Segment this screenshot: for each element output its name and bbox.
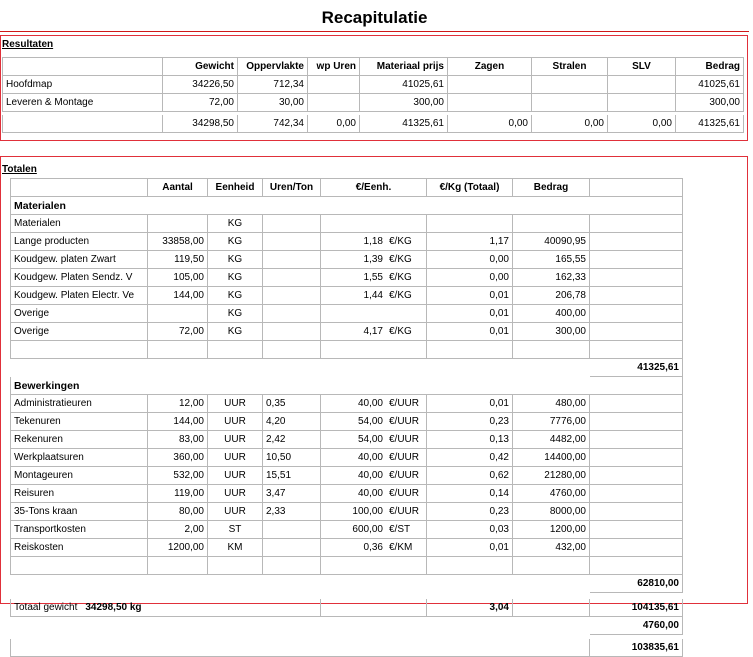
item-prijs-value: 100,00 bbox=[352, 505, 383, 517]
item-perkg: 0,00 bbox=[427, 251, 513, 269]
spacer-cell bbox=[513, 575, 590, 593]
totaal-bedrag: 104135,61 bbox=[590, 599, 683, 617]
item-extra bbox=[590, 485, 683, 503]
item-aantal: 105,00 bbox=[148, 269, 208, 287]
table-cell: 72,00 bbox=[163, 94, 238, 112]
item-name: Lange producten bbox=[11, 233, 148, 251]
table-cell: 41025,61 bbox=[360, 76, 448, 94]
item-eenheid: KG bbox=[208, 269, 263, 287]
item-prijs-value: 600,00 bbox=[352, 523, 383, 535]
section-title-row bbox=[11, 377, 683, 395]
spacer-cell bbox=[513, 617, 590, 635]
spacer-cell bbox=[208, 557, 263, 575]
spacer-cell bbox=[208, 359, 263, 377]
section-title: Bewerkingen bbox=[11, 377, 683, 395]
item-uren: 4,20 bbox=[263, 413, 321, 431]
spacer-cell bbox=[11, 557, 148, 575]
item-perkg: 0,23 bbox=[427, 503, 513, 521]
item-prijs-unit: €/UUR bbox=[389, 469, 420, 481]
item-uren: 2,33 bbox=[263, 503, 321, 521]
item-bedrag: 400,00 bbox=[513, 305, 590, 323]
spacer-cell bbox=[321, 599, 427, 617]
column-header bbox=[3, 58, 163, 76]
totaal-gewicht-value: 34298,50 kg bbox=[85, 601, 142, 613]
total-cell: 41325,61 bbox=[360, 115, 448, 133]
item-bedrag: 165,55 bbox=[513, 251, 590, 269]
item-eenheid: KM bbox=[208, 539, 263, 557]
spacer-cell bbox=[321, 575, 427, 593]
item-prijs-value: 40,00 bbox=[357, 487, 383, 499]
table-cell: 712,34 bbox=[238, 76, 308, 94]
spacer-cell bbox=[263, 557, 321, 575]
item-extra bbox=[590, 395, 683, 413]
item-extra bbox=[590, 467, 683, 485]
totalen-label: Totalen bbox=[2, 164, 37, 175]
item-name: Administratieuren bbox=[11, 395, 148, 413]
item-perkg: 0,01 bbox=[427, 287, 513, 305]
item-extra bbox=[590, 233, 683, 251]
item-aantal: 72,00 bbox=[148, 323, 208, 341]
column-header: €/Kg (Totaal) bbox=[427, 179, 513, 197]
column-header: Bedrag bbox=[513, 179, 590, 197]
item-extra bbox=[590, 251, 683, 269]
item-prijs bbox=[321, 539, 427, 557]
item-name: Koudgew. Platen Sendz. V bbox=[11, 269, 148, 287]
item-prijs bbox=[321, 287, 427, 305]
spacer-cell bbox=[148, 359, 208, 377]
item-perkg: 0,01 bbox=[427, 305, 513, 323]
item-prijs-value: 40,00 bbox=[357, 397, 383, 409]
item-aantal: 2,00 bbox=[148, 521, 208, 539]
list-item bbox=[11, 485, 683, 503]
item-aantal: 12,00 bbox=[148, 395, 208, 413]
resultaten-table bbox=[2, 57, 744, 133]
spacer-cell bbox=[427, 575, 513, 593]
spacer-cell bbox=[321, 557, 427, 575]
totalen-table bbox=[10, 178, 683, 657]
item-prijs bbox=[321, 215, 427, 233]
list-item bbox=[11, 503, 683, 521]
item-prijs-unit: €/KG bbox=[389, 235, 412, 247]
item-perkg: 0,01 bbox=[427, 395, 513, 413]
item-aantal: 360,00 bbox=[148, 449, 208, 467]
item-eenheid: UUR bbox=[208, 467, 263, 485]
total-cell: 41325,61 bbox=[676, 115, 744, 133]
item-perkg bbox=[427, 215, 513, 233]
item-bedrag: 162,33 bbox=[513, 269, 590, 287]
item-extra bbox=[590, 323, 683, 341]
item-name: Materialen bbox=[11, 215, 148, 233]
item-eenheid: ST bbox=[208, 521, 263, 539]
spacer-row bbox=[11, 557, 683, 575]
item-perkg: 0,13 bbox=[427, 431, 513, 449]
table-cell bbox=[308, 76, 360, 94]
page-title: Recapitulatie bbox=[321, 8, 428, 27]
table-cell: 300,00 bbox=[360, 94, 448, 112]
spacer-cell bbox=[208, 341, 263, 359]
item-bedrag: 432,00 bbox=[513, 539, 590, 557]
item-uren bbox=[263, 539, 321, 557]
item-aantal: 80,00 bbox=[148, 503, 208, 521]
item-prijs-unit: €/UUR bbox=[389, 415, 420, 427]
total-cell: 0,00 bbox=[532, 115, 608, 133]
resultaten-row bbox=[3, 76, 744, 94]
item-uren bbox=[263, 215, 321, 233]
item-extra bbox=[590, 539, 683, 557]
column-header: €/Eenh. bbox=[321, 179, 427, 197]
title-divider bbox=[0, 31, 749, 32]
item-prijs-unit: €/KM bbox=[389, 541, 413, 553]
spacer-cell bbox=[590, 341, 683, 359]
item-bedrag: 4760,00 bbox=[513, 485, 590, 503]
item-prijs bbox=[321, 467, 427, 485]
item-aantal: 532,00 bbox=[148, 467, 208, 485]
table-cell bbox=[448, 76, 532, 94]
item-prijs-value: 54,00 bbox=[357, 415, 383, 427]
item-prijs-value: 0,36 bbox=[363, 541, 383, 553]
item-perkg: 0,00 bbox=[427, 269, 513, 287]
item-bedrag: 1200,00 bbox=[513, 521, 590, 539]
resultaten-label: Resultaten bbox=[2, 39, 54, 50]
item-perkg: 0,62 bbox=[427, 467, 513, 485]
spacer-cell bbox=[590, 557, 683, 575]
item-uren: 2,42 bbox=[263, 431, 321, 449]
spacer-cell bbox=[148, 557, 208, 575]
column-header: Uren/Ton bbox=[263, 179, 321, 197]
item-eenheid: UUR bbox=[208, 431, 263, 449]
spacer-row bbox=[11, 341, 683, 359]
item-prijs-value: 4,17 bbox=[363, 325, 383, 337]
section-title-row bbox=[11, 197, 683, 215]
column-header: Eenheid bbox=[208, 179, 263, 197]
item-extra bbox=[590, 449, 683, 467]
item-prijs-value: 1,44 bbox=[363, 289, 383, 301]
table-cell bbox=[608, 76, 676, 94]
item-aantal: 83,00 bbox=[148, 431, 208, 449]
column-header: Oppervlakte bbox=[238, 58, 308, 76]
section-total: 62810,00 bbox=[590, 575, 683, 593]
item-perkg: 0,01 bbox=[427, 323, 513, 341]
item-extra bbox=[590, 413, 683, 431]
totaal-perkg: 3,04 bbox=[427, 599, 513, 617]
grand-total-spacer bbox=[11, 639, 590, 657]
item-prijs-value: 1,39 bbox=[363, 253, 383, 265]
spacer-cell bbox=[11, 341, 148, 359]
total-cell: 34298,50 bbox=[163, 115, 238, 133]
spacer-cell bbox=[513, 557, 590, 575]
item-aantal: 144,00 bbox=[148, 287, 208, 305]
item-eenheid: UUR bbox=[208, 413, 263, 431]
column-header bbox=[590, 179, 683, 197]
item-prijs-value: 40,00 bbox=[357, 451, 383, 463]
item-eenheid: UUR bbox=[208, 503, 263, 521]
list-item bbox=[11, 521, 683, 539]
item-uren: 0,35 bbox=[263, 395, 321, 413]
list-item bbox=[11, 395, 683, 413]
item-name: Reisuren bbox=[11, 485, 148, 503]
item-extra bbox=[590, 215, 683, 233]
table-cell: 300,00 bbox=[676, 94, 744, 112]
column-header: Aantal bbox=[148, 179, 208, 197]
item-uren bbox=[263, 323, 321, 341]
item-extra bbox=[590, 305, 683, 323]
spacer-cell bbox=[263, 575, 321, 593]
list-item bbox=[11, 431, 683, 449]
item-aantal bbox=[148, 215, 208, 233]
spacer-cell bbox=[263, 359, 321, 377]
item-name: Overige bbox=[11, 305, 148, 323]
resultaten-row bbox=[3, 94, 744, 112]
column-header: Stralen bbox=[532, 58, 608, 76]
section-total-row bbox=[11, 575, 683, 593]
extra-row bbox=[11, 617, 683, 635]
spacer-cell bbox=[321, 617, 427, 635]
table-cell: 30,00 bbox=[238, 94, 308, 112]
table-cell bbox=[448, 94, 532, 112]
total-cell: 0,00 bbox=[308, 115, 360, 133]
spacer-cell bbox=[321, 359, 427, 377]
item-eenheid: UUR bbox=[208, 485, 263, 503]
item-uren bbox=[263, 305, 321, 323]
list-item bbox=[11, 449, 683, 467]
item-uren: 15,51 bbox=[263, 467, 321, 485]
spacer-cell bbox=[208, 617, 263, 635]
item-prijs-unit: €/UUR bbox=[389, 505, 420, 517]
section-title: Materialen bbox=[11, 197, 683, 215]
column-header: Materiaal prijs bbox=[360, 58, 448, 76]
list-item bbox=[11, 287, 683, 305]
spacer-cell bbox=[513, 341, 590, 359]
item-prijs-unit: €/KG bbox=[389, 271, 412, 283]
item-perkg: 0,14 bbox=[427, 485, 513, 503]
list-item bbox=[11, 539, 683, 557]
item-prijs-unit: €/UUR bbox=[389, 487, 420, 499]
item-prijs-value: 54,00 bbox=[357, 433, 383, 445]
item-prijs bbox=[321, 395, 427, 413]
list-item bbox=[11, 323, 683, 341]
list-item bbox=[11, 269, 683, 287]
column-header: Zagen bbox=[448, 58, 532, 76]
item-bedrag: 4482,00 bbox=[513, 431, 590, 449]
item-prijs-unit: €/UUR bbox=[389, 451, 420, 463]
section-total: 41325,61 bbox=[590, 359, 683, 377]
list-item bbox=[11, 251, 683, 269]
item-bedrag: 480,00 bbox=[513, 395, 590, 413]
column-header: Gewicht bbox=[163, 58, 238, 76]
item-aantal bbox=[148, 305, 208, 323]
item-prijs bbox=[321, 431, 427, 449]
item-bedrag: 206,78 bbox=[513, 287, 590, 305]
item-prijs-unit: €/KG bbox=[389, 325, 412, 337]
item-aantal: 119,00 bbox=[148, 485, 208, 503]
item-aantal: 1200,00 bbox=[148, 539, 208, 557]
item-eenheid: KG bbox=[208, 215, 263, 233]
resultaten-header-row bbox=[3, 58, 744, 76]
totalen-header-row bbox=[11, 179, 683, 197]
item-uren bbox=[263, 233, 321, 251]
item-bedrag: 7776,00 bbox=[513, 413, 590, 431]
item-prijs bbox=[321, 503, 427, 521]
item-bedrag: 21280,00 bbox=[513, 467, 590, 485]
totaal-gewicht-label: Totaal gewicht bbox=[14, 601, 78, 613]
item-prijs bbox=[321, 449, 427, 467]
list-item bbox=[11, 305, 683, 323]
item-name: Rekenuren bbox=[11, 431, 148, 449]
table-cell: 34226,50 bbox=[163, 76, 238, 94]
item-eenheid: UUR bbox=[208, 395, 263, 413]
spacer-cell bbox=[208, 575, 263, 593]
item-prijs-value: 1,55 bbox=[363, 271, 383, 283]
item-extra bbox=[590, 503, 683, 521]
grand-total: 103835,61 bbox=[590, 639, 683, 657]
item-prijs-unit: €/KG bbox=[389, 253, 412, 265]
item-prijs bbox=[321, 521, 427, 539]
total-cell: 742,34 bbox=[238, 115, 308, 133]
item-bedrag bbox=[513, 215, 590, 233]
spacer-cell bbox=[263, 341, 321, 359]
total-cell: 0,00 bbox=[448, 115, 532, 133]
item-aantal: 33858,00 bbox=[148, 233, 208, 251]
item-eenheid: UUR bbox=[208, 449, 263, 467]
item-prijs bbox=[321, 413, 427, 431]
item-bedrag: 300,00 bbox=[513, 323, 590, 341]
spacer-cell bbox=[148, 341, 208, 359]
spacer-cell bbox=[427, 617, 513, 635]
list-item bbox=[11, 215, 683, 233]
spacer-cell bbox=[11, 575, 148, 593]
item-name: Werkplaatsuren bbox=[11, 449, 148, 467]
item-prijs-unit: €/UUR bbox=[389, 433, 420, 445]
item-name: Reiskosten bbox=[11, 539, 148, 557]
item-extra bbox=[590, 287, 683, 305]
item-prijs-unit: €/UUR bbox=[389, 397, 420, 409]
item-name: Transportkosten bbox=[11, 521, 148, 539]
item-aantal: 144,00 bbox=[148, 413, 208, 431]
spacer-cell bbox=[427, 359, 513, 377]
resultaten-total-row bbox=[3, 115, 744, 133]
item-name: 35-Tons kraan bbox=[11, 503, 148, 521]
item-bedrag: 14400,00 bbox=[513, 449, 590, 467]
table-cell bbox=[532, 94, 608, 112]
item-prijs-unit: €/KG bbox=[389, 289, 412, 301]
item-eenheid: KG bbox=[208, 305, 263, 323]
column-header: wp Uren bbox=[308, 58, 360, 76]
item-name: Overige bbox=[11, 323, 148, 341]
item-eenheid: KG bbox=[208, 233, 263, 251]
column-header: SLV bbox=[608, 58, 676, 76]
item-uren: 10,50 bbox=[263, 449, 321, 467]
item-uren bbox=[263, 287, 321, 305]
spacer-cell bbox=[427, 341, 513, 359]
item-prijs-unit: €/ST bbox=[389, 523, 411, 535]
item-prijs bbox=[321, 269, 427, 287]
item-name: Tekenuren bbox=[11, 413, 148, 431]
item-perkg: 0,03 bbox=[427, 521, 513, 539]
spacer-cell bbox=[148, 575, 208, 593]
table-cell: Hoofdmap bbox=[3, 76, 163, 94]
item-perkg: 0,42 bbox=[427, 449, 513, 467]
spacer-cell bbox=[427, 557, 513, 575]
spacer-cell bbox=[263, 617, 321, 635]
item-perkg: 0,23 bbox=[427, 413, 513, 431]
column-header bbox=[11, 179, 148, 197]
item-uren: 3,47 bbox=[263, 485, 321, 503]
item-prijs bbox=[321, 251, 427, 269]
item-name: Montageuren bbox=[11, 467, 148, 485]
item-uren bbox=[263, 269, 321, 287]
item-uren bbox=[263, 521, 321, 539]
list-item bbox=[11, 413, 683, 431]
item-bedrag: 8000,00 bbox=[513, 503, 590, 521]
item-uren bbox=[263, 251, 321, 269]
spacer-cell bbox=[513, 599, 590, 617]
spacer-cell bbox=[321, 341, 427, 359]
spacer-cell bbox=[11, 359, 148, 377]
section-total-row bbox=[11, 359, 683, 377]
item-extra bbox=[590, 269, 683, 287]
item-prijs-value: 40,00 bbox=[357, 469, 383, 481]
item-eenheid: KG bbox=[208, 287, 263, 305]
spacer-cell bbox=[148, 617, 208, 635]
item-eenheid: KG bbox=[208, 323, 263, 341]
item-eenheid: KG bbox=[208, 251, 263, 269]
item-name: Koudgew. Platen Electr. Ve bbox=[11, 287, 148, 305]
totaal-gewicht-row bbox=[11, 599, 683, 617]
item-prijs bbox=[321, 323, 427, 341]
item-perkg: 0,01 bbox=[427, 539, 513, 557]
spacer-cell bbox=[11, 617, 148, 635]
item-aantal: 119,50 bbox=[148, 251, 208, 269]
table-cell bbox=[308, 94, 360, 112]
item-prijs-value: 1,18 bbox=[363, 235, 383, 247]
item-prijs bbox=[321, 233, 427, 251]
item-bedrag: 40090,95 bbox=[513, 233, 590, 251]
table-cell: Leveren & Montage bbox=[3, 94, 163, 112]
total-cell: 0,00 bbox=[608, 115, 676, 133]
list-item bbox=[11, 233, 683, 251]
grand-total-row bbox=[11, 639, 683, 657]
column-header: Bedrag bbox=[676, 58, 744, 76]
totaal-gewicht bbox=[11, 599, 321, 617]
total-cell bbox=[3, 115, 163, 133]
item-perkg: 1,17 bbox=[427, 233, 513, 251]
item-prijs bbox=[321, 305, 427, 323]
table-cell bbox=[608, 94, 676, 112]
table-cell: 41025,61 bbox=[676, 76, 744, 94]
list-item bbox=[11, 467, 683, 485]
item-prijs bbox=[321, 485, 427, 503]
spacer-cell bbox=[513, 359, 590, 377]
item-name: Koudgew. platen Zwart bbox=[11, 251, 148, 269]
table-cell bbox=[532, 76, 608, 94]
extra-value: 4760,00 bbox=[590, 617, 683, 635]
item-extra bbox=[590, 521, 683, 539]
item-extra bbox=[590, 431, 683, 449]
